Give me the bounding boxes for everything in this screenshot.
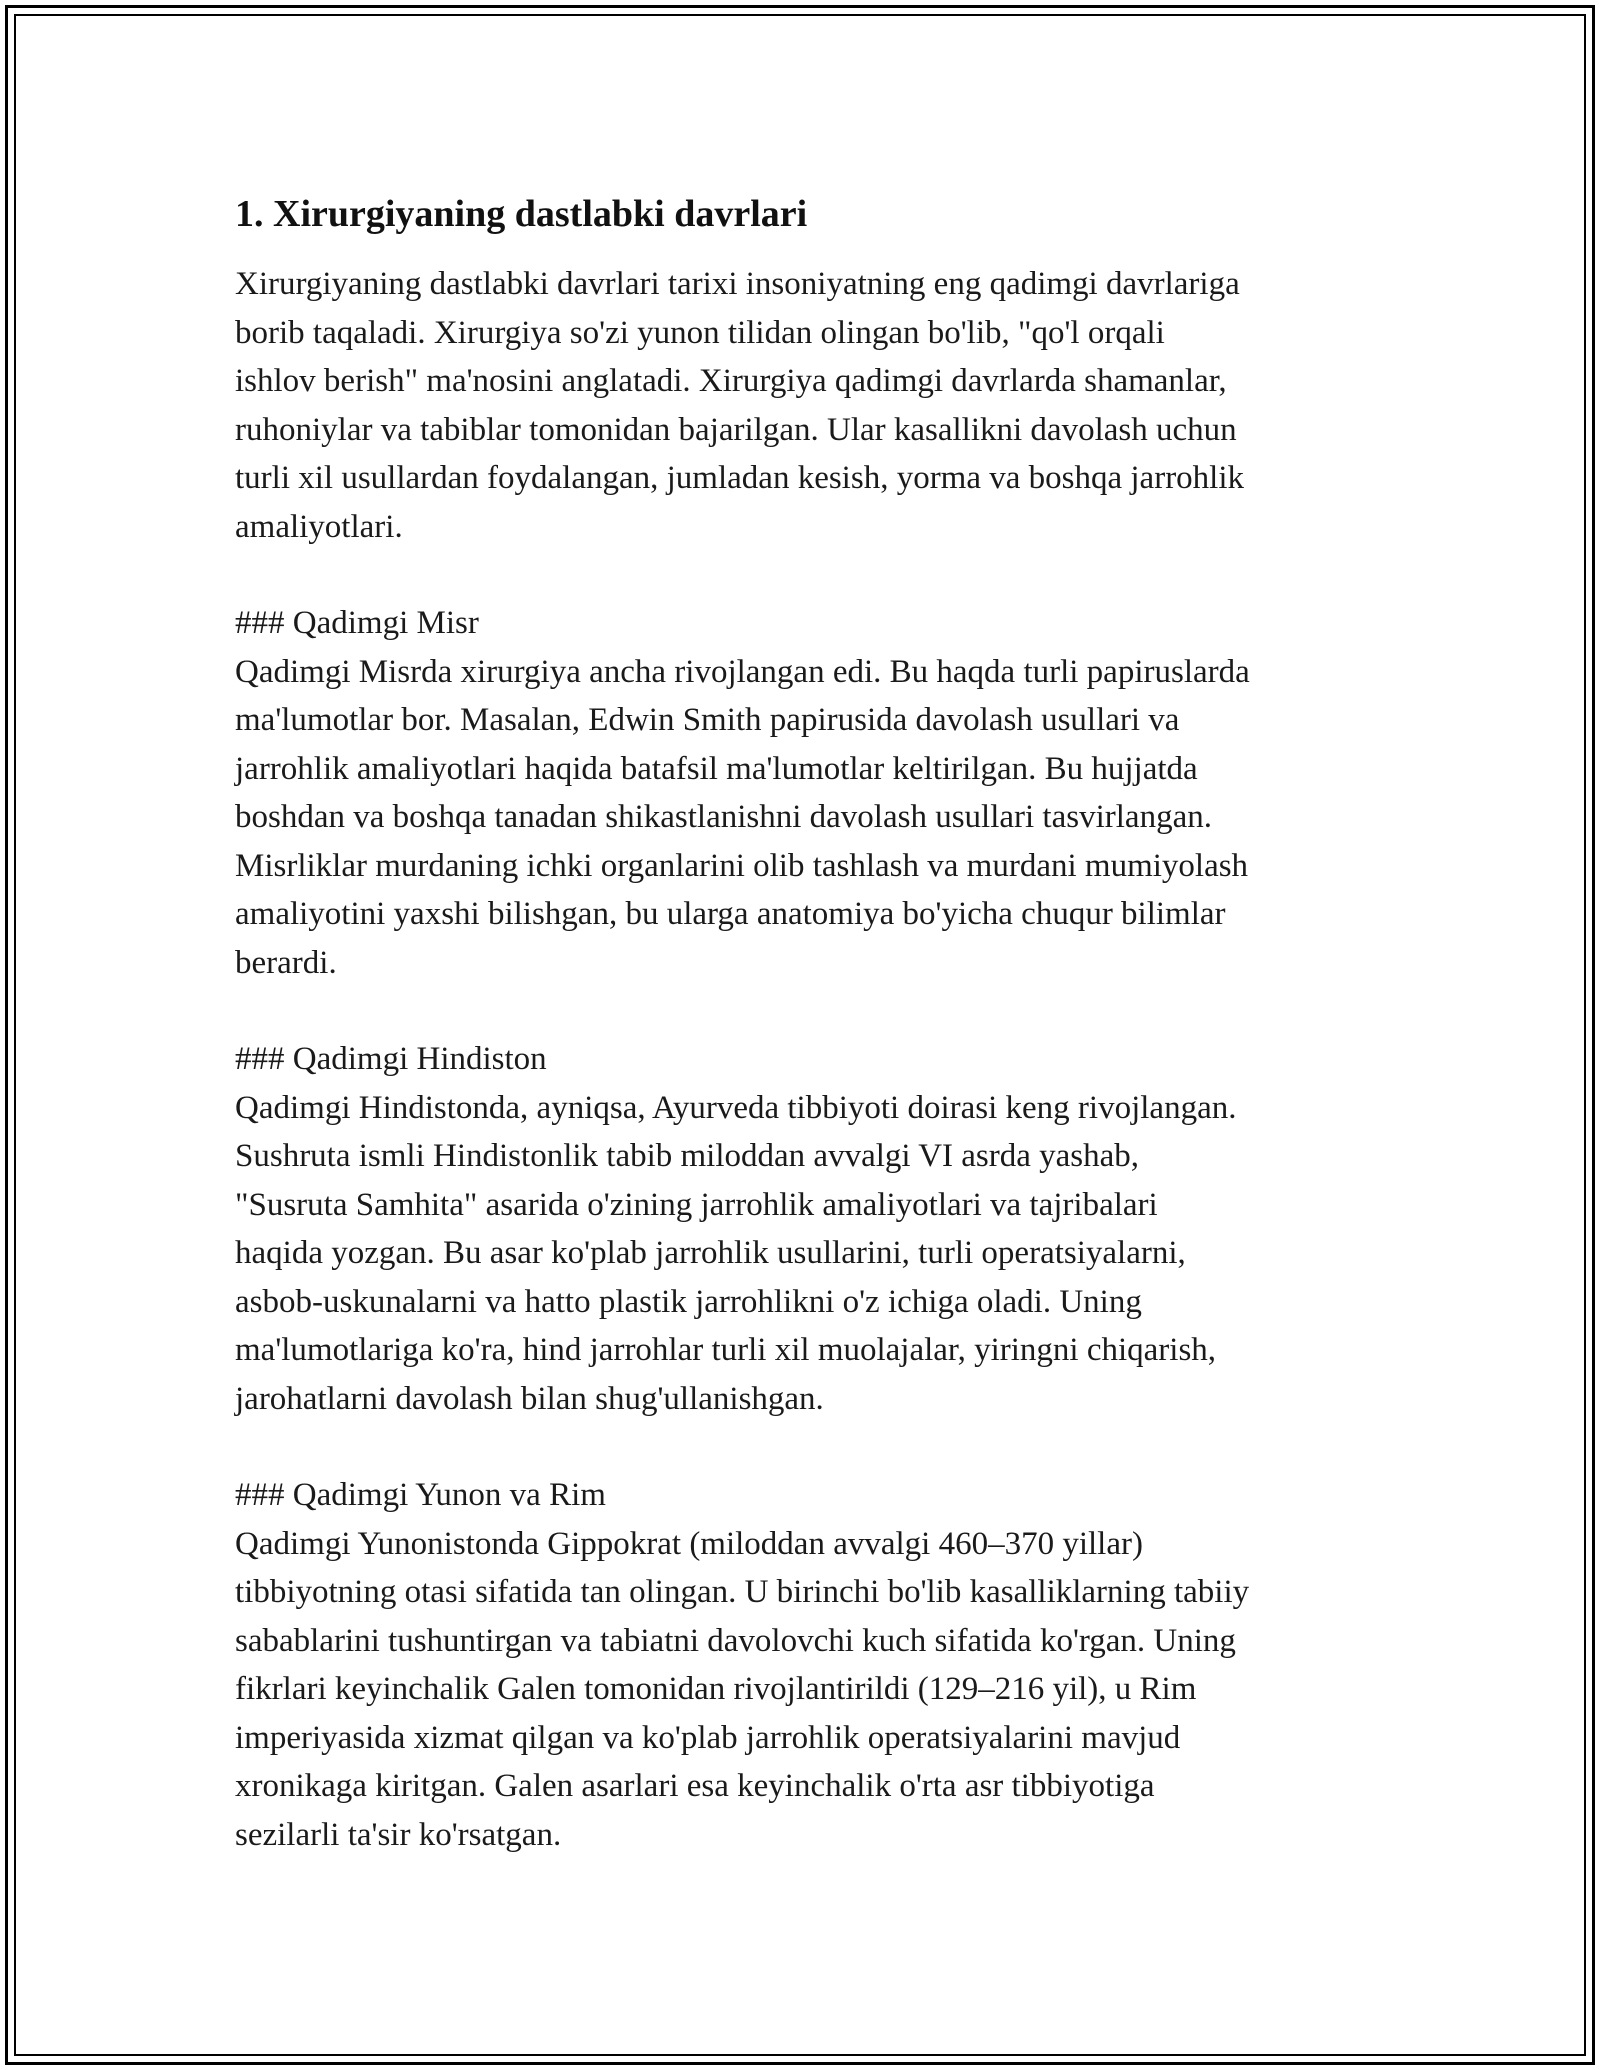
section-india (235, 1035, 1375, 1423)
section-heading: ### Qadimgi Yunon va Rim (235, 1477, 606, 1513)
section-egypt (235, 599, 1375, 987)
document-body (235, 188, 1375, 1859)
document-title: 1. Xirurgiyaning dastlabki davrlari (235, 193, 808, 235)
section-heading: ### Qadimgi Misr (235, 605, 479, 641)
section-greece-rome (235, 1471, 1375, 1859)
section-paragraph: Qadimgi Hindistonda, ayniqsa, Ayurveda tibbiyoti doirasi keng rivojlangan. Sushruta ismli Hindistonlik tabib miloddan avvalgi VI asrda yashab, "Susruta Samhita" asarida o'zining jarrohlik amaliyotlari va tajribalari haqida yozgan. Bu asar ko'plab jarrohlik usullarini, turli operatsiyalarni, asbob-uskunalarni va hatto plastik jarrohlikni o'z ichiga oladi. Uning ma'lumotlariga ko'ra, hind jarrohlar turli xil muolajalar, yiringni chiqarish, jarohatlarni davolash bilan shug'ullanishgan. (235, 1089, 1237, 1417)
intro-paragraph: Xirurgiyaning dastlabki davrlari tarixi insoniyatning eng qadimgi davrlariga borib taqaladi. Xirurgiya so'zi yunon tilidan olingan bo'lib, "qo'l orqali ishlov berish" ma'nosini anglatadi. Xirurgiya qadimgi davrlarda shamanlar, ruhoniylar va tabiblar tomonidan bajarilgan. Ular kasallikni davolash uchun turli xil usullardan foydalangan, jumladan kesish, yorma va boshqa jarrohlik amaliyotlari. (235, 266, 1245, 545)
section-heading: ### Qadimgi Hindiston (235, 1041, 547, 1077)
section-paragraph: Qadimgi Yunonistonda Gippokrat (miloddan avvalgi 460–370 yillar) tibbiyotning otasi sifatida tan olingan. U birinchi bo'lib kasalliklarning tabiiy sabablarini tushuntirgan va tabiatni davolovchi kuch sifatida ko'rgan. Uning fikrlari keyinchalik Galen tomonidan rivojlantirildi (129–216 yil), u Rim imperiyasida xizmat qilgan va ko'plab jarrohlik operatsiyalarini mavjud xronikaga kiritgan. Galen asarlari esa keyinchalik o'rta asr tibbiyotiga sezilarli ta'sir ko'rsatgan. (235, 1525, 1250, 1853)
section-paragraph: Qadimgi Misrda xirurgiya ancha rivojlangan edi. Bu haqda turli papiruslarda ma'lumotlar bor. Masalan, Edwin Smith papirusida davolash usullari va jarrohlik amaliyotlari haqida batafsil ma'lumotlar keltirilgan. Bu hujjatda boshdan va boshqa tanadan shikastlanishni davolash usullari tasvirlangan. Misrliklar murdaning ichki organlarini olib tashlash va murdani mumiyolash amaliyotini yaxshi bilishgan, bu ularga anatomiya bo'yicha chuqur bilimlar berardi. (235, 653, 1250, 981)
